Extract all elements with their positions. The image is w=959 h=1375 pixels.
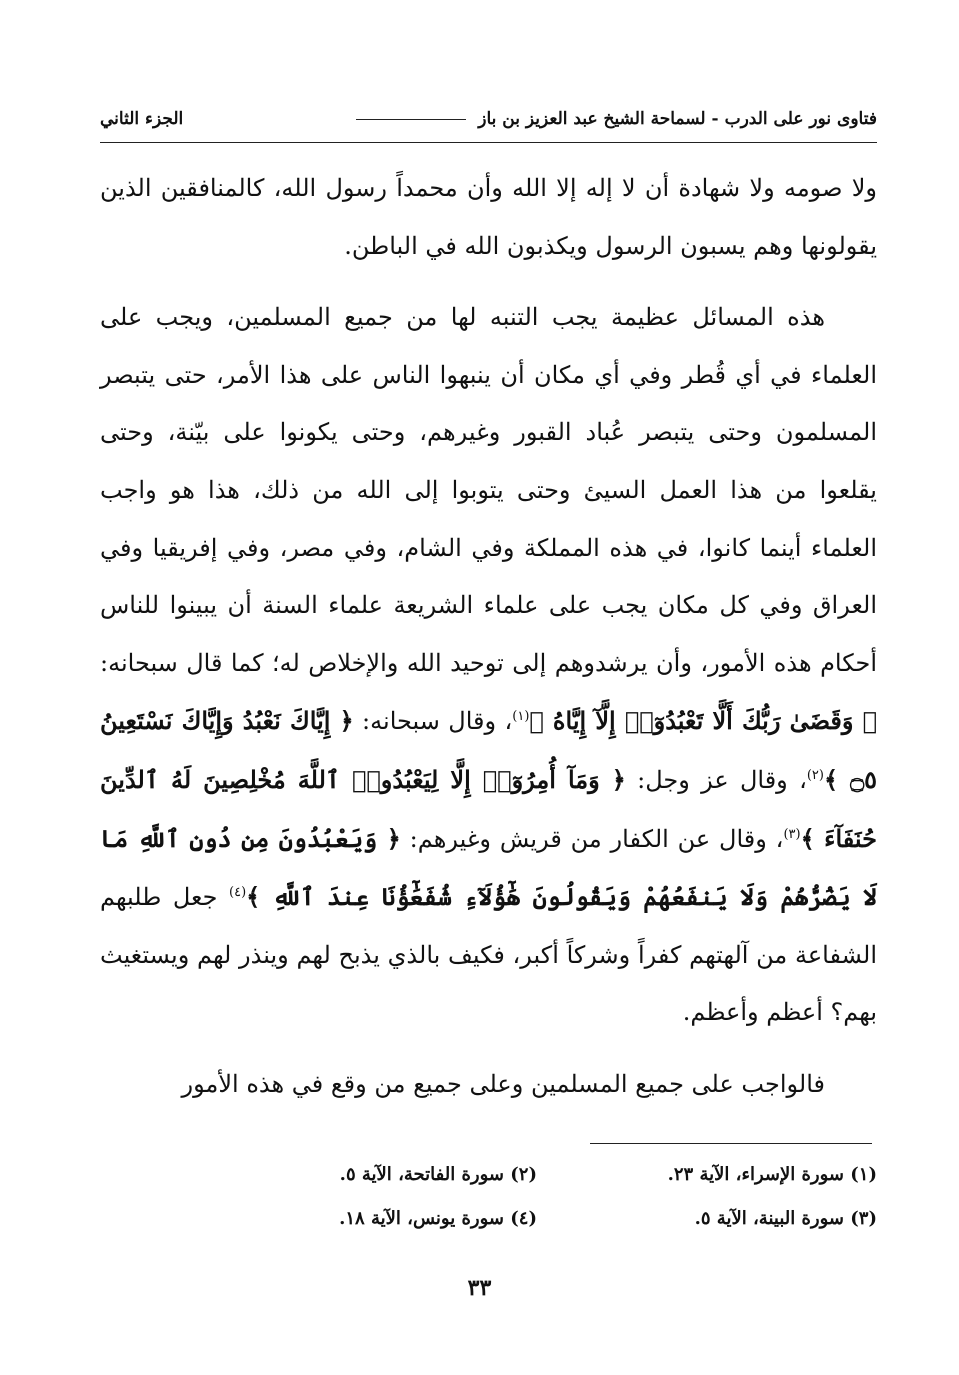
quran-verse-4: ﴿ وَيَعْبُدُونَ مِن دُونِ ٱللَّهِ مَا لَا يَضُرُّهُمْ وَلَا يَنفَعُهُمْ وَيَقُولُونَ هَٰٓؤُلَآءِ شُفَعَٰٓؤُنَا عِندَ ٱللَّهِ ﴾ [100, 823, 878, 912]
quran-verse-1: ﴿ وَقَضَىٰ رَبُّكَ أَلَّا تَعْبُدُوٓا۟ إِلَّآ إِيَّاهُ ﴾ [529, 706, 878, 736]
page-number: ٣٣ [467, 1275, 492, 1301]
author-line: - لسماحة الشيخ عبد العزيز بن باز [478, 109, 719, 129]
paragraph-2-text-3: ، وقال عز وجل: [625, 765, 807, 794]
footnote-ref-3: (٣) [783, 826, 801, 842]
footnote-3: (٣) سورة البينة، الآية ٥. [694, 1207, 877, 1229]
footnote-1: (١) سورة الإسراء، الآية ٢٣. [667, 1163, 877, 1185]
paragraph-2-text-1: هذه المسائل عظيمة يجب التنبه لها من جميع المسلمين، ويجب على العلماء في أي قُطر وفي أي مكان أن ينبهوا الناس على هذا الأمر، حتى يتبصر المسلمون وحتى يتبصر عُباد القبور وغيرهم، وحتى يكونوا على بيّنة، وحتى يقلعوا من هذا العمل السيئ وحتى يتوبوا إلى الله من ذلك، هذا هو واجب العلماء أينما كانوا، في هذه المملكة وفي الشام، وفي مصر، وفي إفريقيا وفي العراق وفي كل مكان يجب على علماء الشريعة علماء السنة أن يبينوا للناس أحكام هذه الأمور، وأن يرشدوهم إلى توحيد الله والإخلاص له؛ كما قال سبحانه: [100, 303, 878, 677]
paragraph-2-text-5: جعل طلبهم الشفاعة من آلهتهم كفراً وشركاً أكبر، فكيف بالذي يذبح لهم وينذر لهم ويستغيث بهم؟ أعظم وأعظم. [100, 883, 877, 1027]
header-title-group [350, 109, 877, 129]
footnotes [100, 1152, 877, 1240]
header-dash [356, 119, 466, 120]
footnote-2: (٢) سورة الفاتحة، الآية ٥. [339, 1163, 537, 1185]
footnote-row [100, 1152, 877, 1196]
paragraph-2 [100, 289, 877, 1042]
body-text [100, 160, 877, 1114]
paragraph-1: ولا صومه ولا شهادة أن لا إله إلا الله وأن محمداً رسول الله، كالمنافقين الذين يقولونها وهم يسبون الرسول ويكذبون الله في الباطن. [100, 174, 877, 260]
footnote-ref-1: (١) [512, 709, 530, 725]
footnote-ref-4: (٤) [229, 885, 247, 901]
footnote-4: (٤) سورة يونس، الآية ١٨. [339, 1207, 537, 1229]
book-title: فتاوى نور على الدرب [724, 109, 877, 129]
quran-verse-3: ﴿ وَمَآ أُمِرُوٓا۟ إِلَّا لِيَعْبُدُوا۟ ٱللَّهَ مُخْلِصِينَ لَهُ ٱلدِّينَ حُنَفَآءَ ﴾ [100, 764, 877, 853]
footnote-divider [590, 1143, 872, 1144]
volume-label: الجزء الثاني [100, 109, 184, 129]
paragraph-3: فالواجب على جميع المسلمين وعلى جميع من وقع في هذه الأمور [181, 1069, 825, 1098]
paragraph-2-text-4: ، وقال عن الكفار من قريش وغيرهم: [400, 824, 784, 853]
footnote-ref-2: (٢) [806, 767, 824, 783]
footnote-row [100, 1196, 877, 1240]
quran-verse-2: ﴿ إِيَّاكَ نَعْبُدُ وَإِيَّاكَ نَسْتَعِينُ ۝٥ ﴾ [100, 706, 878, 794]
running-header [100, 96, 877, 143]
paragraph-2-text-2: ، وقال سبحانه: [353, 707, 513, 736]
